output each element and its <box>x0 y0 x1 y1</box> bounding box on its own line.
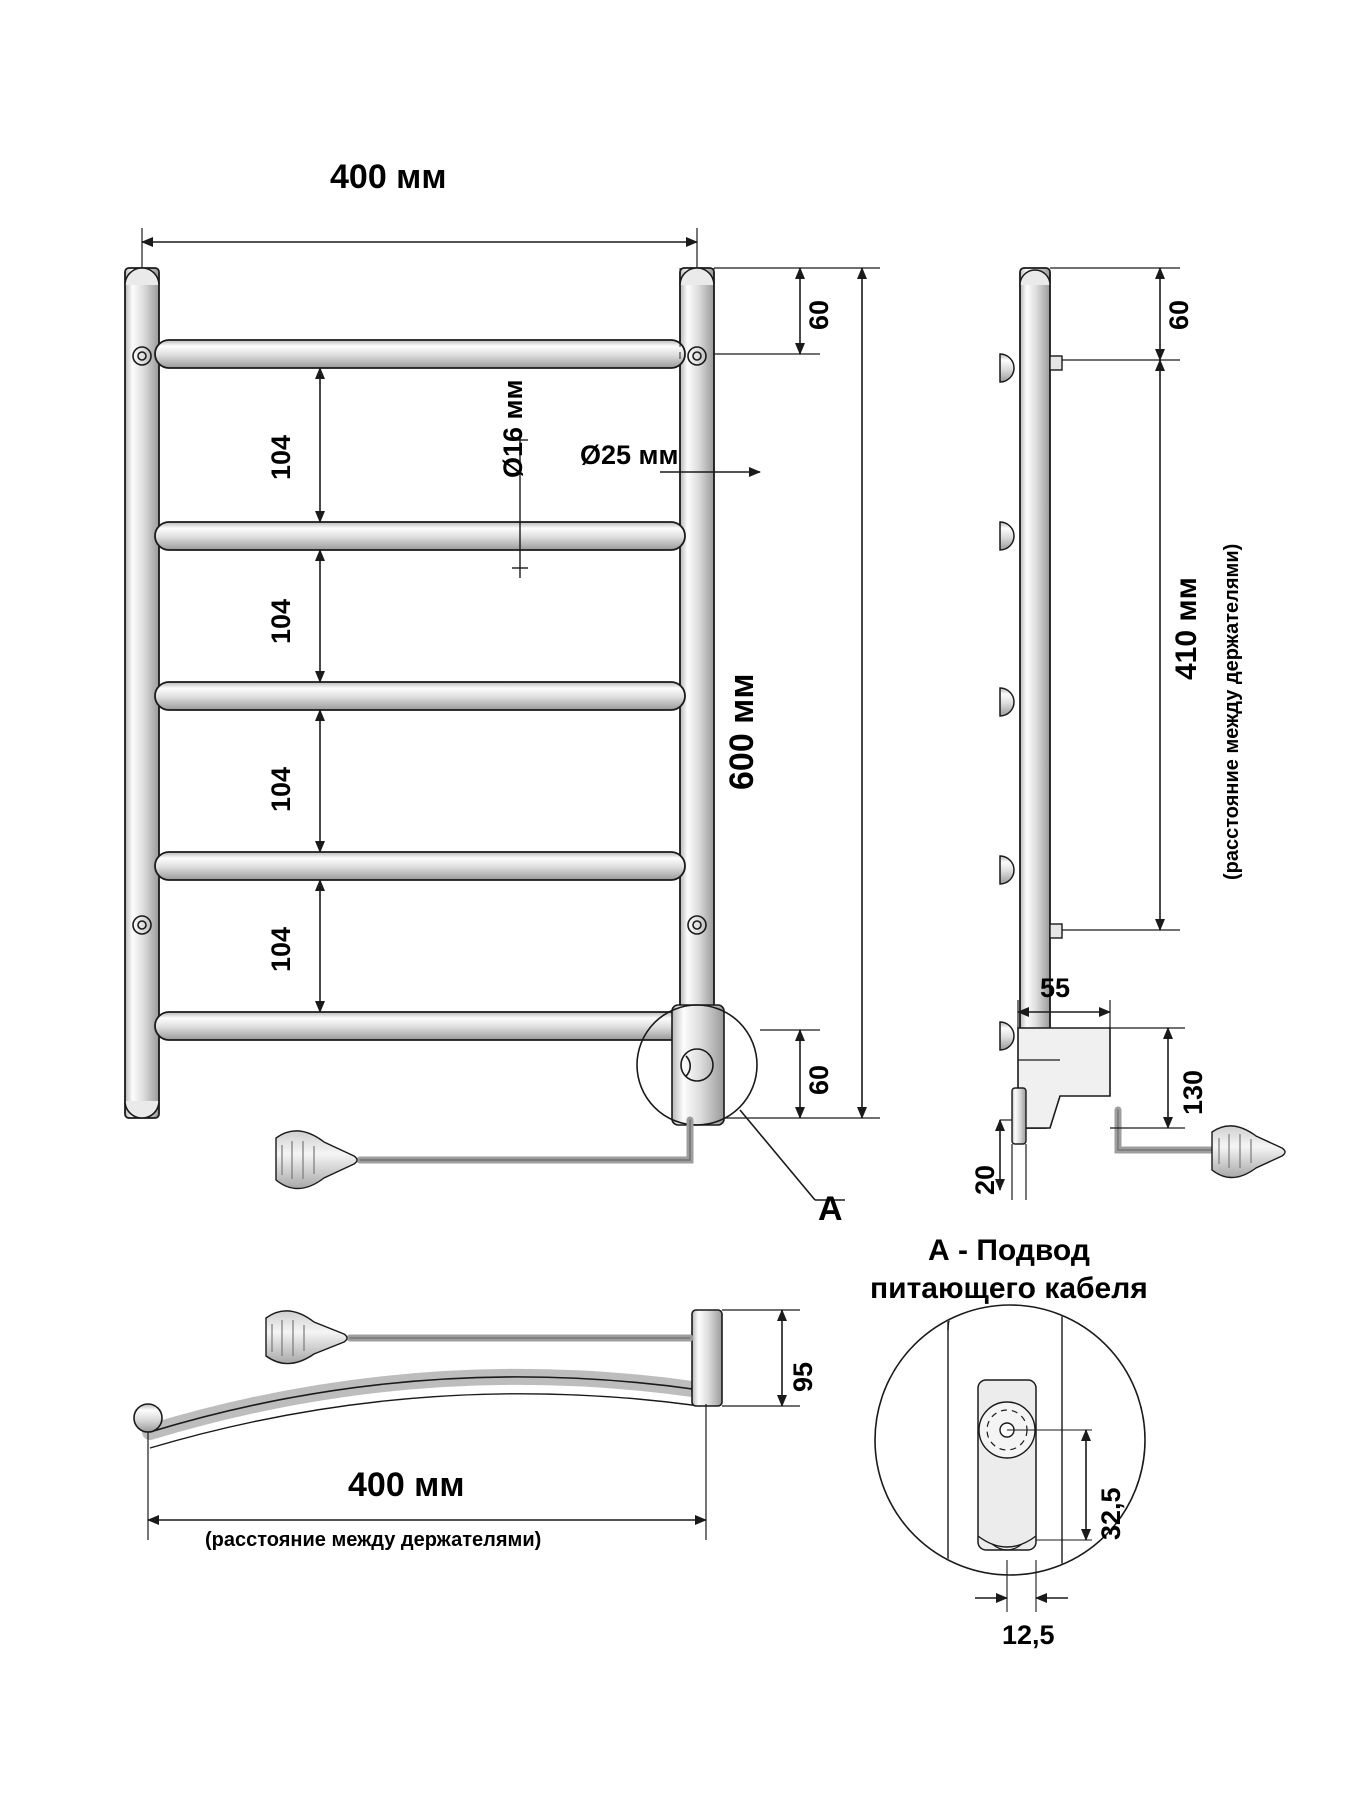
side-bracket-distance-label: 410 мм <box>1170 577 1203 680</box>
pipe-large-diameter-label: Ø25 мм <box>580 440 679 470</box>
top-width-label: 400 мм <box>348 1466 465 1504</box>
top-depth-label: 95 <box>788 1361 818 1392</box>
side-top-offset-label: 60 <box>1164 299 1194 330</box>
top-width-note: (расстояние между держателями) <box>205 1529 542 1551</box>
side-bracket-note: (расстояние между держателями) <box>1221 543 1243 880</box>
detail-a-title-line2: питающего кабеля <box>870 1272 1148 1305</box>
detail-a-title-line1: А - Подвод <box>928 1234 1090 1267</box>
detail-a-horizontal-dim: 12,5 <box>1002 1620 1055 1650</box>
front-height-label: 600 мм <box>723 673 761 790</box>
side-depth-55-label: 55 <box>1040 973 1071 1003</box>
detail-a-vertical-dim: 32,5 <box>1096 1487 1126 1540</box>
side-depth-130-label: 130 <box>1178 1069 1208 1115</box>
front-bottom-offset-label: 60 <box>804 1064 834 1095</box>
pitch-label-2: 104 <box>266 598 296 644</box>
pitch-label-3: 104 <box>266 766 296 812</box>
pitch-label-1: 104 <box>266 434 296 480</box>
front-top-offset-label: 60 <box>804 299 834 330</box>
pitch-label-4: 104 <box>266 926 296 972</box>
front-width-label: 400 мм <box>330 158 447 196</box>
detail-callout-a: A <box>818 1190 843 1228</box>
side-depth-20-label: 20 <box>970 1164 1000 1195</box>
pipe-small-diameter-label: Ø16 мм <box>498 379 528 478</box>
